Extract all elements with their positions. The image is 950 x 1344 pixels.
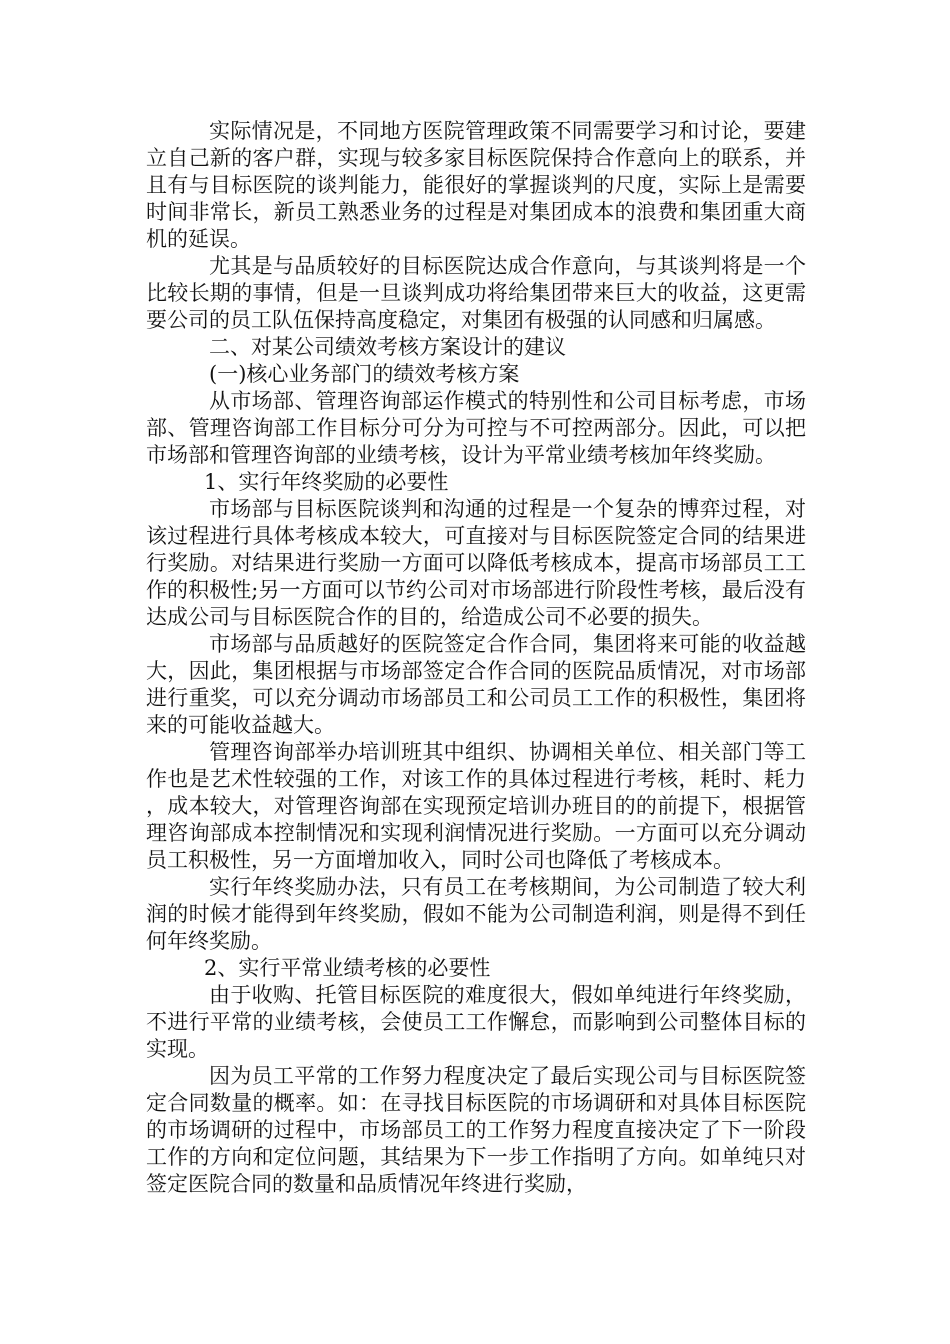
document-body — [146, 118, 806, 1198]
paragraph-effort-determines-outcome: 因为员工平常的工作努力程度决定了最后实现公司与目标医院签定合同数量的概率。如：在寻找目标医院的市场调研和对具体目标医院的市场调研的过程中，市场部员工的工作努力程度直接决定了下一阶段工作的方向和定位问题，其结果为下一步工作指明了方向。如单纯只对签定医院合同的数量和品质情况年终进行奖励， — [146, 1064, 806, 1196]
paragraph-high-quality-hospital-negotiation: 尤其是与品质较好的目标医院达成合作意向，与其谈判将是一个比较长期的事情，但是一旦谈判成功将给集团带来巨大的收益，这更需要公司的员工队伍保持高度稳定，对集团有极强的认同感和归属感。 — [146, 254, 806, 332]
paragraph-market-dept-negotiation: 市场部与目标医院谈判和沟通的过程是一个复杂的博弈过程，对该过程进行具体考核成本较大，可直接对与目标医院签定合同的结果进行奖励。对结果进行奖励一方面可以降低考核成本，提高市场部员工工作的积极性;另一方面可以节约公司对市场部进行阶段性考核，最后没有达成公司与目标医院合作的目的，给造成公司不必要的损失。 — [146, 497, 806, 629]
item-heading-year-end-bonus: 1、实行年终奖励的必要性 — [204, 470, 449, 494]
paragraph-hospital-quality-reward: 市场部与品质越好的医院签定合作合同，集团将来可能的收益越大，因此，集团根据与市场部签定合作合同的医院品质情况，对市场部进行重奖，可以充分调动市场部员工和公司员工工作的积极性，集团将来的可能收益越大。 — [146, 632, 806, 737]
section-heading-proposal: 二、对某公司绩效考核方案设计的建议 — [209, 335, 566, 359]
paragraph-staff-stability-context: 实际情况是，不同地方医院管理政策不同需要学习和讨论，要建立自己新的客户群，实现与较多家目标医院保持合作意向上的联系，并且有与目标医院的谈判能力，能很好的掌握谈判的尺度，实际上是需要时间非常长，新员工熟悉业务的过程是对集团成本的浪费和集团重大商机的延误。 — [146, 119, 806, 251]
paragraph-assessment-design: 从市场部、管理咨询部运作模式的特别性和公司目标考虑，市场部、管理咨询部工作目标分可分为可控与不可控两部分。因此，可以把市场部和管理咨询部的业绩考核，设计为平常业绩考核加年终奖励。 — [146, 389, 806, 467]
subsection-heading-core-departments: (一)核心业务部门的绩效考核方案 — [209, 362, 520, 386]
item-heading-routine-assessment: 2、实行平常业绩考核的必要性 — [204, 956, 491, 980]
paragraph-acquisition-difficulty: 由于收购、托管目标医院的难度很大，假如单纯进行年终奖励，不进行平常的业绩考核，会使员工工作懈怠，而影响到公司整体目标的实现。 — [146, 983, 806, 1061]
paragraph-consulting-dept-training: 管理咨询部举办培训班其中组织、协调相关单位、相关部门等工作也是艺术性较强的工作，对该工作的具体过程进行考核，耗时、耗力，成本较大，对管理咨询部在实现预定培训办班目的的前提下，根据管理咨询部成本控制情况和实现利润情况进行奖励。一方面可以充分调动员工积极性，另一方面增加收入，同时公司也降低了考核成本。 — [146, 740, 806, 872]
paragraph-year-end-reward-rule: 实行年终奖励办法，只有员工在考核期间，为公司制造了较大利润的时候才能得到年终奖励，假如不能为公司制造利润，则是得不到任何年终奖励。 — [146, 875, 806, 953]
